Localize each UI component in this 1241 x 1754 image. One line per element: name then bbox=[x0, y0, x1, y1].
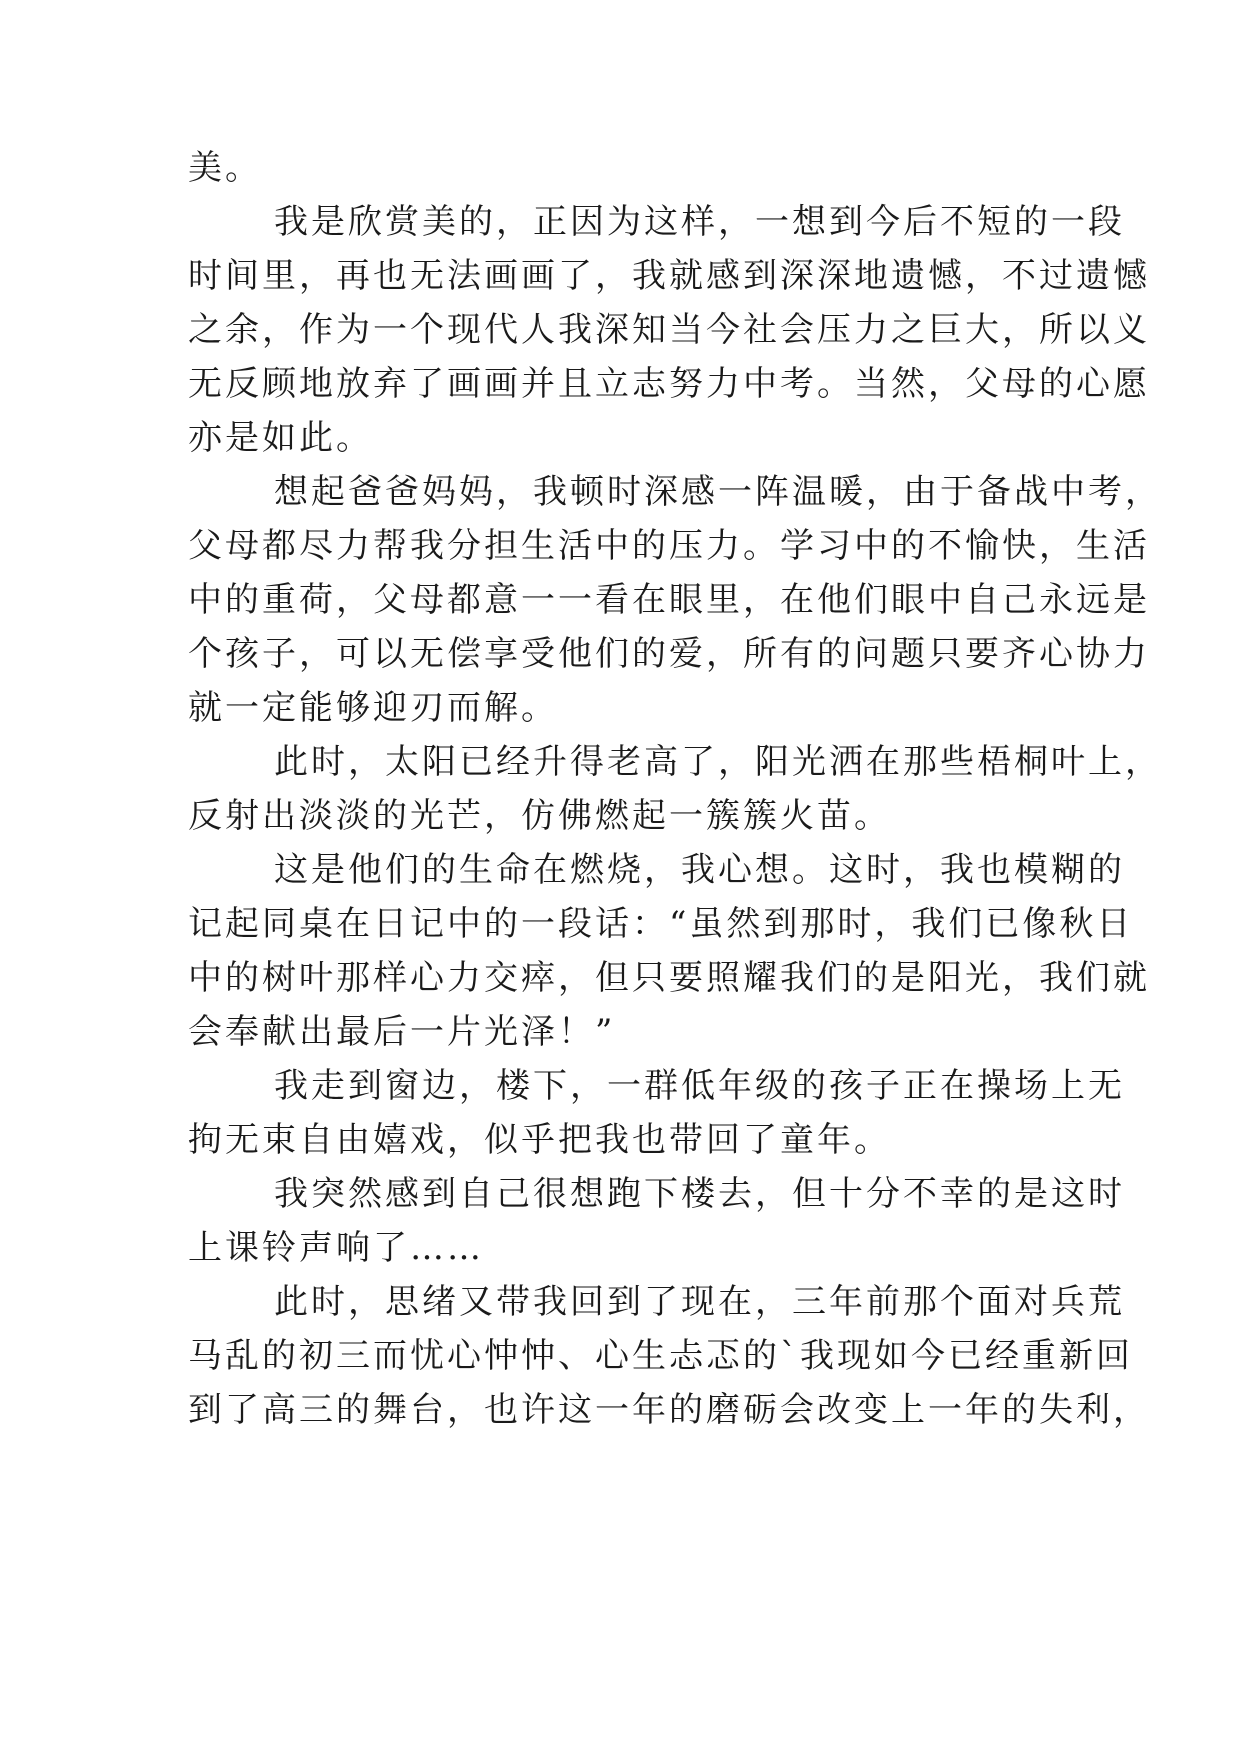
text-line: 马乱的初三而忧心忡忡、心生忐忑的`我现如今已经重新回 bbox=[188, 1336, 1133, 1376]
paragraph-first-line: 此时，思绪又带我回到了现在，三年前那个面对兵荒 bbox=[274, 1282, 1125, 1322]
paragraph-first-line: 想起爸爸妈妈，我顿时深感一阵温暖，由于备战中考， bbox=[274, 472, 1162, 512]
text-line: 亦是如此。 bbox=[188, 418, 373, 458]
text-line: 父母都尽力帮我分担生活中的压力。学习中的不愉快，生活 bbox=[188, 526, 1150, 566]
text-line: 中的树叶那样心力交瘁，但只要照耀我们的是阳光，我们就 bbox=[188, 958, 1150, 998]
text-line: 会奉献出最后一片光泽！” bbox=[188, 1012, 616, 1052]
paragraph-first-line: 我走到窗边，楼下，一群低年级的孩子正在操场上无 bbox=[274, 1066, 1125, 1106]
text-line: 上课铃声响了…… bbox=[188, 1228, 484, 1268]
text-line: 记起同桌在日记中的一段话：“虽然到那时，我们已像秋日 bbox=[188, 904, 1134, 944]
text-line: 时间里，再也无法画画了，我就感到深深地遗憾，不过遗憾 bbox=[188, 256, 1150, 296]
text-line: 拘无束自由嬉戏，似乎把我也带回了童年。 bbox=[188, 1120, 891, 1160]
text-line: 美。 bbox=[188, 148, 262, 188]
text-line: 之余，作为一个现代人我深知当今社会压力之巨大，所以义 bbox=[188, 310, 1150, 350]
paragraph-first-line: 此时，太阳已经升得老高了，阳光洒在那些梧桐叶上， bbox=[274, 742, 1162, 782]
text-line: 中的重荷，父母都意一一看在眼里，在他们眼中自己永远是 bbox=[188, 580, 1150, 620]
text-line: 到了高三的舞台，也许这一年的磨砺会改变上一年的失利， bbox=[188, 1390, 1150, 1430]
text-line: 无反顾地放弃了画画并且立志努力中考。当然，父母的心愿 bbox=[188, 364, 1150, 404]
paragraph-first-line: 我突然感到自己很想跑下楼去，但十分不幸的是这时 bbox=[274, 1174, 1125, 1214]
text-line: 就一定能够迎刃而解。 bbox=[188, 688, 558, 728]
text-line: 反射出淡淡的光芒，仿佛燃起一簇簇火苗。 bbox=[188, 796, 891, 836]
paragraph-first-line: 我是欣赏美的，正因为这样，一想到今后不短的一段 bbox=[274, 202, 1125, 242]
paragraph-first-line: 这是他们的生命在燃烧，我心想。这时，我也模糊的 bbox=[274, 850, 1125, 890]
text-line: 个孩子，可以无偿享受他们的爱，所有的问题只要齐心协力 bbox=[188, 634, 1150, 674]
